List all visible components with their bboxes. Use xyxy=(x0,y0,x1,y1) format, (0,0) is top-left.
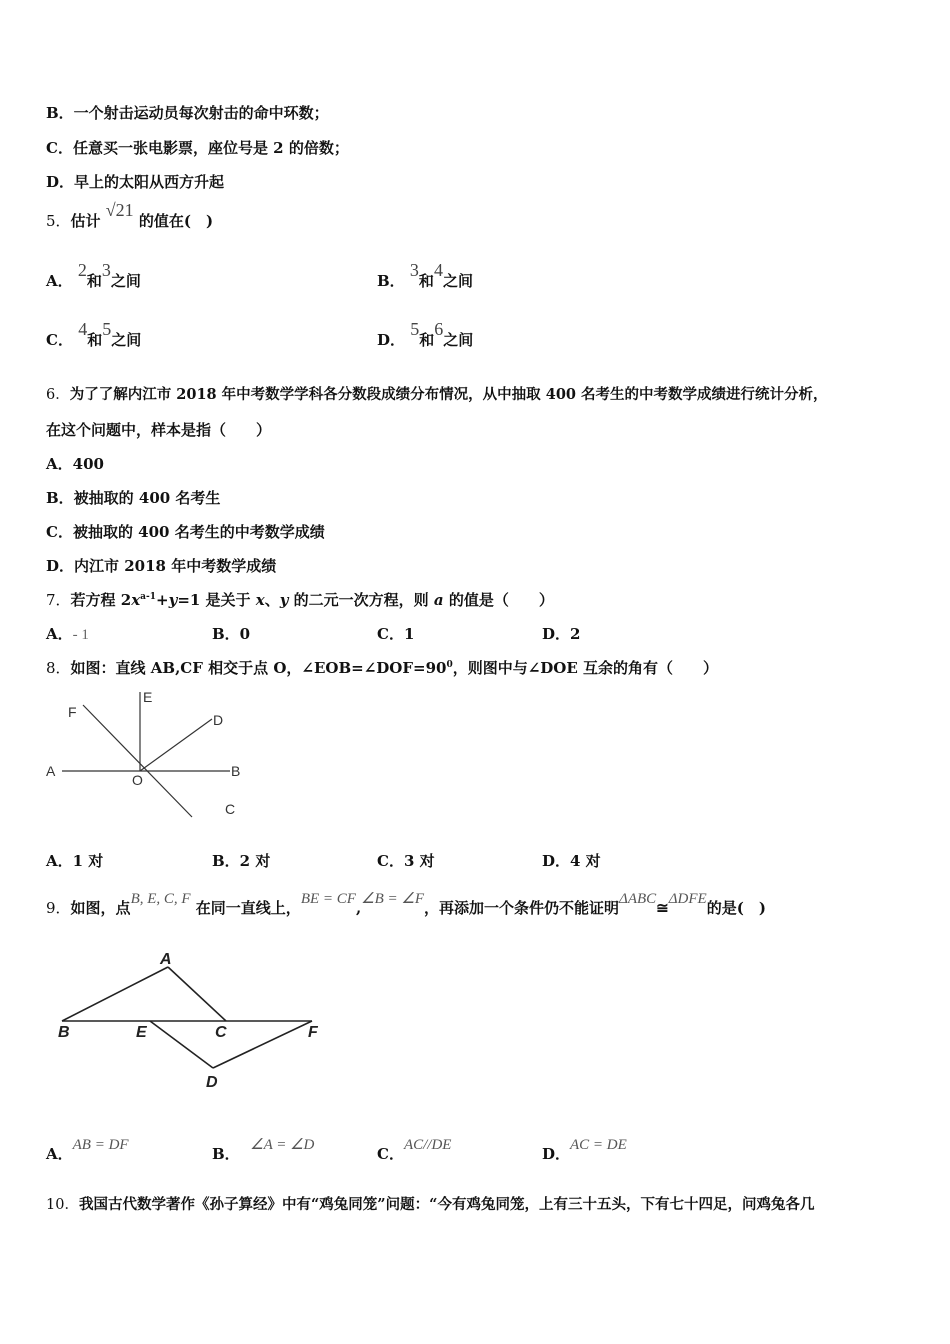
q8-label-d: D xyxy=(213,712,224,728)
q8-option-a: A．1 对 xyxy=(46,852,104,870)
q9-option-b xyxy=(212,1137,315,1164)
q5-d-tail: 之间 xyxy=(443,331,474,349)
q9-pre: 如图，点 xyxy=(70,899,131,917)
q8-label-a: A xyxy=(46,763,56,779)
q8-label-e: E xyxy=(143,689,153,705)
q9-segment-ed xyxy=(150,1021,213,1068)
q8-degree-sup: 0 xyxy=(446,660,453,670)
q9-tri2: ΔDFE xyxy=(668,891,707,907)
q8-option-b: B．2 对 xyxy=(212,852,271,870)
q8-label-b: B xyxy=(231,763,241,779)
q7-var-y2: y xyxy=(279,591,289,609)
q5-b-label: B． xyxy=(377,272,405,290)
q5-number: 5． xyxy=(46,212,71,230)
q5-c-v1: 4 xyxy=(78,319,88,339)
q9-stem xyxy=(46,891,766,918)
q7-option-c: C．1 xyxy=(377,625,415,643)
q4-option-c: C．任意买一张电影票，座位号是 2 的倍数； xyxy=(46,139,349,157)
q9-cond1: BE = CF xyxy=(300,891,356,907)
q5-option-a xyxy=(46,260,141,291)
q7-option-d: D．2 xyxy=(542,625,581,643)
q5-option-c xyxy=(46,319,142,350)
q9-label-b: B xyxy=(58,1024,70,1041)
q7-tail: 的值是（ ） xyxy=(443,591,554,609)
q5-option-b xyxy=(377,260,473,291)
q9-b-value: ∠A = ∠D xyxy=(250,1137,315,1153)
q8-line-fc xyxy=(83,705,192,817)
q7-var-y: y xyxy=(168,591,178,609)
q7-var-a: a xyxy=(433,591,444,609)
q8-tail: ，则图中与∠DOE 互余的角有（ ） xyxy=(452,659,719,677)
q9-option-d xyxy=(542,1137,627,1164)
q7-eq: =1 是关于 xyxy=(177,591,256,609)
q9-d-value: AC = DE xyxy=(570,1137,627,1153)
q7-post: 的二元一次方程，则 xyxy=(288,591,434,609)
q9-c-value: AC//DE xyxy=(403,1137,452,1153)
q6-stem-line2: 在这个问题中，样本是指（ ） xyxy=(46,421,272,439)
q9-number: 9． xyxy=(46,899,71,917)
q5-c-label: C． xyxy=(46,331,73,349)
q9-label-d: D xyxy=(206,1074,218,1091)
q7-number: 7． xyxy=(46,591,71,609)
q9-tri1: ΔABC xyxy=(619,891,657,907)
q9-a-value: AB = DF xyxy=(72,1137,129,1153)
q5-b-tail: 之间 xyxy=(442,272,473,290)
q6-number: 6． xyxy=(46,387,70,403)
q6-stem-line1 xyxy=(46,383,828,404)
q9-option-c xyxy=(377,1137,452,1164)
q9-cond2: ∠B = ∠F xyxy=(361,891,425,907)
q9-comma: , xyxy=(355,899,362,917)
q9-segment-ac xyxy=(168,967,226,1021)
q10-stem xyxy=(46,1193,814,1214)
q7-plus: + xyxy=(156,591,169,609)
q9-label-e: E xyxy=(136,1024,147,1041)
q8-option-d: D．4 对 xyxy=(542,852,601,870)
q7-var-x: x xyxy=(131,591,141,609)
q9-c-label: C． xyxy=(377,1145,404,1163)
q9-tail: 的是( ) xyxy=(706,899,766,917)
q9-segment-df xyxy=(213,1021,312,1068)
q6-option-d: D．内江市 2018 年中考数学成绩 xyxy=(46,557,277,575)
q9-d-label: D． xyxy=(542,1145,571,1163)
q6-option-b: B．被抽取的 400 名考生 xyxy=(46,489,221,507)
q7-pre: 若方程 2 xyxy=(70,591,132,609)
q5-option-d xyxy=(377,319,474,350)
q9-label-f: F xyxy=(308,1024,318,1041)
q7-a-label: A． xyxy=(46,625,73,643)
q5-a-label: A． xyxy=(46,272,73,290)
q5-b-and: 和 xyxy=(418,272,434,290)
q5-b-v1: 3 xyxy=(409,260,419,280)
q5-sqrt: √21 xyxy=(105,200,134,220)
q8-line-od xyxy=(140,719,212,771)
q5-d-and: 和 xyxy=(419,331,435,349)
q5-c-v2: 5 xyxy=(102,319,112,339)
q7-var-x2: x xyxy=(255,591,265,609)
q7-a-value: - 1 xyxy=(72,627,89,643)
q6-line1: 为了了解内江市 2018 年中考数学学科各分数段成绩分布情况，从中抽取 400 名考生的中考数学成绩进行统计分析， xyxy=(69,386,828,403)
q5-post: 的值在( ) xyxy=(138,212,214,230)
q10-text: 我国古代数学著作《孙子算经》中有“鸡兔同笼”问题：“今有鸡兔同笼，上有三十五头，下有七十四足，问鸡兔各几 xyxy=(78,1196,815,1213)
q7-option-a xyxy=(46,623,89,644)
q9-mid: 在同一直线上， xyxy=(195,899,301,917)
q9-points: B, E, C, F xyxy=(130,891,191,907)
q5-a-and: 和 xyxy=(86,272,102,290)
q5-d-label: D． xyxy=(377,331,406,349)
q8-stem xyxy=(46,657,718,678)
q9-segment-ba xyxy=(62,967,168,1021)
q9-b-label: B． xyxy=(212,1145,240,1163)
q9-congruent: ≅ xyxy=(656,899,669,917)
q8-figure xyxy=(40,682,260,832)
q6-option-a: A．400 xyxy=(46,455,104,473)
q7-sep: 、 xyxy=(264,591,280,609)
q8-text: 如图：直线 AB,CF 相交于点 O，∠EOB=∠DOF=90 xyxy=(70,659,447,677)
q5-d-v2: 6 xyxy=(434,319,444,339)
q4-option-b: B．一个射击运动员每次射击的命中环数； xyxy=(46,104,329,122)
q5-pre: 估计 xyxy=(70,212,101,230)
q5-a-tail: 之间 xyxy=(110,272,141,290)
q5-d-v1: 5 xyxy=(410,319,420,339)
q9-option-a xyxy=(46,1137,129,1164)
q9-a-label: A． xyxy=(46,1145,73,1163)
q9-mid2: ，再添加一个条件仍不能证明 xyxy=(424,899,620,917)
q10-number: 10． xyxy=(46,1197,79,1213)
q8-option-c: C．3 对 xyxy=(377,852,435,870)
q8-label-c: C xyxy=(225,801,236,817)
q7-option-b: B．0 xyxy=(212,625,251,643)
q5-c-tail: 之间 xyxy=(111,331,142,349)
q4-option-d: D．早上的太阳从西方升起 xyxy=(46,173,225,191)
q7-stem xyxy=(46,589,554,610)
q5-b-v2: 4 xyxy=(433,260,443,280)
q5-a-v1: 2 xyxy=(77,260,87,280)
q9-label-c: C xyxy=(215,1024,227,1041)
q9-figure xyxy=(50,945,340,1095)
q8-label-o: O xyxy=(132,772,143,788)
q5-a-v2: 3 xyxy=(101,260,111,280)
q5-c-and: 和 xyxy=(87,331,103,349)
q7-exponent: a-1 xyxy=(140,592,157,602)
q5-stem xyxy=(46,200,214,231)
q9-label-a: A xyxy=(160,951,172,968)
q6-option-c: C．被抽取的 400 名考生的中考数学成绩 xyxy=(46,523,325,541)
q8-number: 8． xyxy=(46,659,71,677)
q8-label-f: F xyxy=(68,704,77,720)
